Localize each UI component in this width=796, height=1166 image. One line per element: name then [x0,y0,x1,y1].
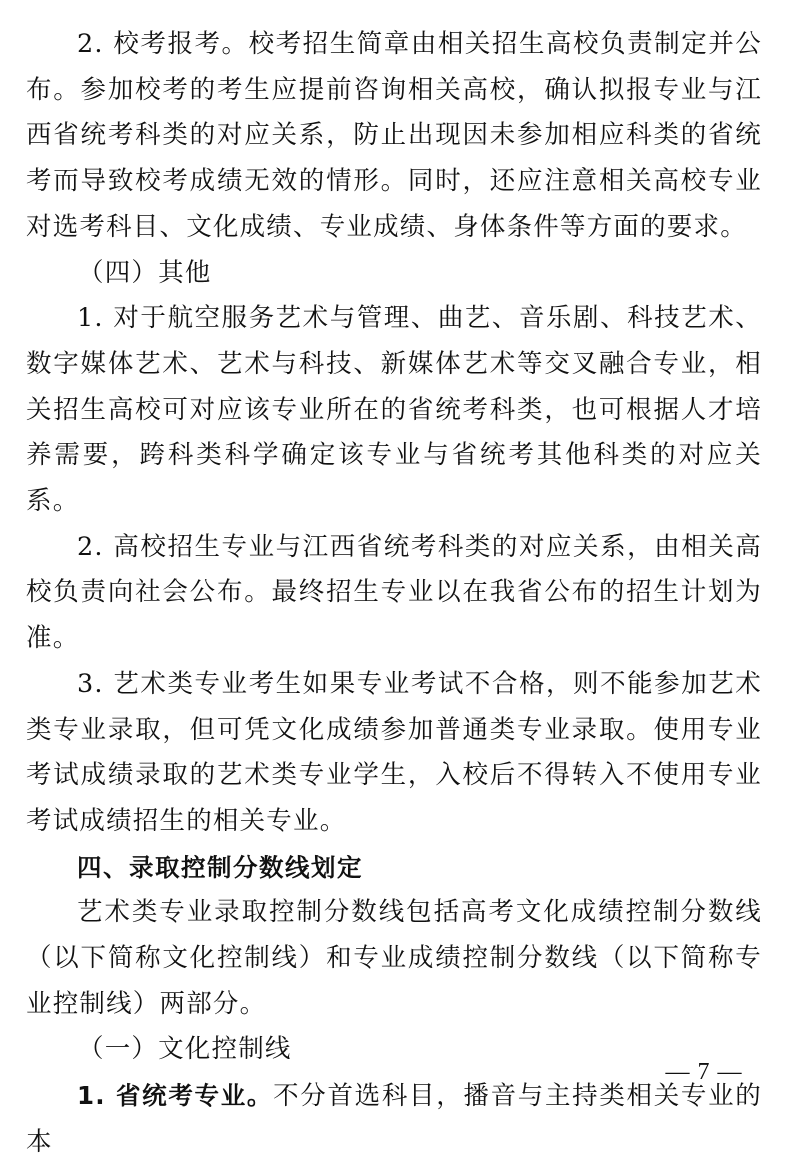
paragraph-school-exam-registration: 2. 校考报考。校考招生简章由相关招生高校负责制定并公布。参加校考的考生应提前咨询相关高校，确认拟报专业与江西省统考科类的对应关系，防止出现因未参加相应科类的省统考而导致校考成绩无效的情形。同时，还应注意相关高校专业对选考科目、文化成绩、专业成绩、身体条件等方面的要求。 [26,29,762,242]
heading-admission-score-lines: 四、录取控制分数线划定 [77,852,363,882]
paragraph-provincial-exam-text: 不分首选科目，播音与主持类相关专业的本 [26,1081,763,1157]
page-number: — 7 — [665,1059,743,1085]
paragraph-cross-disciplinary-majors: 1. 对于航空服务艺术与管理、曲艺、音乐剧、科技艺术、数字媒体艺术、艺术与科技、新媒体艺术等交叉融合专业，相关招生高校可对应该专业所在的省统考科类，也可根据人才培养需要，跨科类科学确定该专业与省统考其他科类的对应关系。 [26,303,762,517]
section-heading-culture-control-line: （一）文化控制线 [78,1034,292,1065]
paragraph-major-correspondence: 2. 高校招生专业与江西省统考科类的对应关系，由相关高校负责向社会公布。最终招生专业以在我省公布的招生计划为准。 [26,531,762,654]
paragraph-provincial-exam-majors [26,1073,762,1165]
paragraph-score-lines-definition: 艺术类专业录取控制分数线包括高考文化成绩控制分数线（以下简称文化控制线）和专业成绩控制分数线（以下简称专业控制线）两部分。 [26,897,762,1019]
paragraph-failed-exam-rule: 3. 艺术类专业考生如果专业考试不合格，则不能参加艺术类专业录取，但可凭文化成绩参加普通类专业录取。使用专业考试成绩录取的艺术类专业学生，入校后不得转入不使用专业考试成绩招生的相关专业。 [26,668,762,836]
document-page [26,22,762,1166]
section-heading-other: （四）其他 [78,257,212,288]
bold-lead-provincial-exam: 1. 省统考专业。 [77,1081,274,1111]
